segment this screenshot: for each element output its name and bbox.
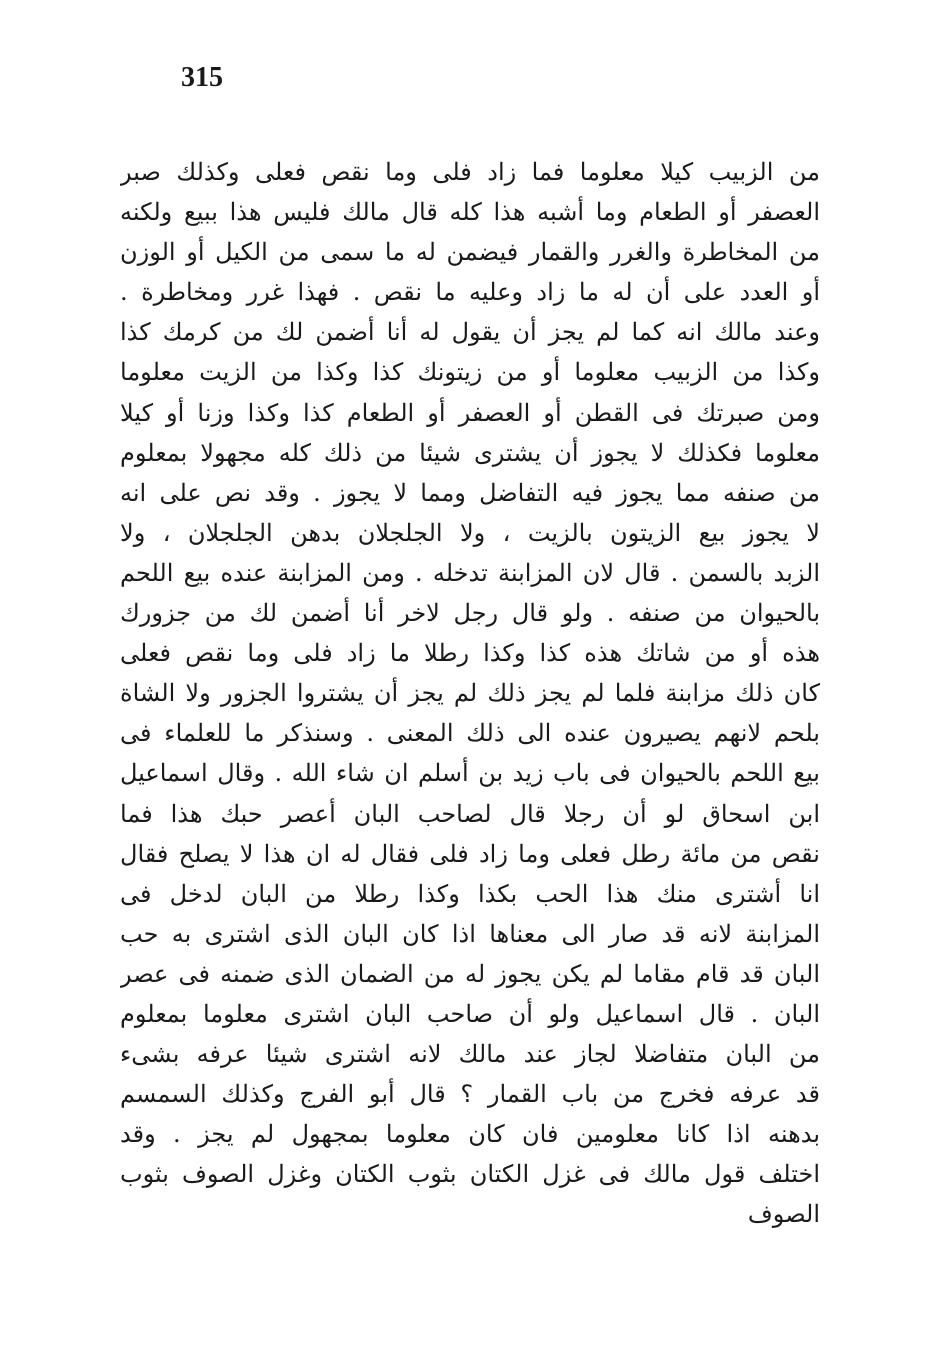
text-line: من صنفه مما يجوز فيه التفاضل ومما لا يجوز . وقد نص على انه xyxy=(120,478,820,507)
text-line: الصوف xyxy=(747,1200,820,1229)
text-line: نقص من مائة رطل فعلى وما زاد فلى فقال له ان هذا لا يصلح فقال xyxy=(120,839,820,868)
text-line: من البان متفاضلا لجاز عند مالك لانه اشترى شيئا عرفه بشىء xyxy=(120,1040,820,1069)
text-line: المزابنة لانه قد صار الى معناها اذا كان البان الذى اشترى به حب xyxy=(120,919,820,948)
body-text xyxy=(120,152,820,1235)
text-line: من الزبيب كيلا معلوما فما زاد فلى وما نقص فعلى وكذلك صبر xyxy=(120,158,820,186)
text-line: ومن صبرتك فى القطن أو العصفر أو الطعام كذا وكذا وزنا أو كيلا xyxy=(120,398,820,427)
text-line: وعند مالك انه كما لم يجز أن يقول له أنا أضمن لك من كرمك كذا xyxy=(120,318,820,347)
text-line: أو العدد على أن له ما زاد وعليه ما نقص . فهذا غرر ومخاطرة . xyxy=(120,278,820,307)
text-line: البان . قال اسماعيل ولو أن صاحب البان اشترى معلوما بمعلوم xyxy=(120,999,820,1028)
text-line: هذه أو من شاتك هذه كذا وكذا رطلا ما زاد فلى وما نقص فعلى xyxy=(120,639,820,668)
text-line: ابن اسحاق لو أن رجلا قال لصاحب البان أعصر حبك هذا فما xyxy=(120,799,820,828)
text-line: كان ذلك مزابنة فلما لم يجز ذلك لم يجز أن يشتروا الجزور ولا الشاة xyxy=(120,679,820,708)
text-line: قد عرفه فخرج من باب القمار ؟ قال أبو الفرج وكذلك السمسم xyxy=(120,1080,820,1109)
text-line: بلحم لانهم يصيرون عنده الى ذلك المعنى . وسنذكر ما للعلماء فى xyxy=(120,719,820,748)
page-number: 315 xyxy=(181,62,223,93)
text-line: اختلف قول مالك فى غزل الكتان بثوب الكتان وغزل الصوف بثوب xyxy=(120,1160,820,1189)
text-line: لا يجوز بيع الزيتون بالزيت ، ولا الجلجلان بدهن الجلجلان ، ولا xyxy=(120,518,820,547)
text-line: بيع اللحم بالحيوان فى باب زيد بن أسلم ان شاء الله . وقال اسماعيل xyxy=(120,759,820,788)
text-line: البان قد قام مقاما لم يكن يجوز له من الضمان الذى ضمنه فى عصر xyxy=(120,959,820,988)
text-line: من المخاطرة والغرر والقمار فيضمن له ما سمى من الكيل أو الوزن xyxy=(120,238,820,267)
text-line: بدهنه اذا كانا معلومين فان كان معلوما بمجهول لم يجز . وقد xyxy=(120,1120,820,1149)
text-line: معلوما فكذلك لا يجوز أن يشترى شيئا من ذلك كله مجهولا بمعلوم xyxy=(120,438,820,467)
text-line: الزبد بالسمن . قال لان المزابنة تدخله . ومن المزابنة عنده بيع اللحم xyxy=(120,558,820,587)
text-line: العصفر أو الطعام وما أشبه هذا كله قال مالك فليس هذا ببيع ولكنه xyxy=(120,198,820,227)
text-line: انا أشترى منك هذا الحب بكذا وكذا رطلا من البان لدخل فى xyxy=(120,879,820,908)
text-line: وكذا من الزبيب معلوما أو من زيتونك كذا وكذا من الزيت معلوما xyxy=(120,358,820,387)
text-line: بالحيوان من صنفه . ولو قال رجل لاخر أنا أضمن لك من جزورك xyxy=(120,599,820,628)
